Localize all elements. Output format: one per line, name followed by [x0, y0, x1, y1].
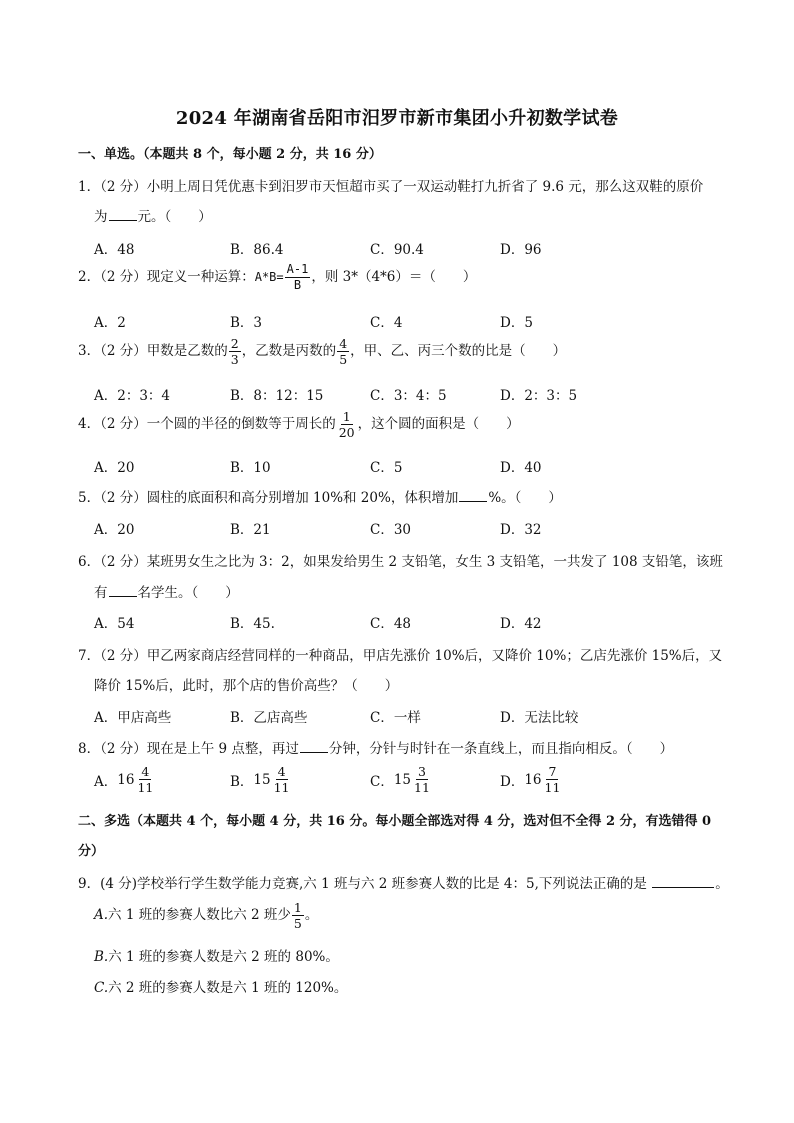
question-6-text-cont: 有 名学生。（ ） [94, 581, 239, 601]
question-5-option-a: A．20 [94, 522, 135, 538]
question-3-option-b: B．8：12：15 [230, 388, 324, 404]
question-4-option-b: B．10 [230, 460, 271, 476]
question-8-option-b: B． 15 $\frac{4}{11}$ [230, 764, 290, 795]
question-1-option-a: A．48 [94, 242, 135, 258]
question-3-option-c: C．3：4：5 [370, 388, 447, 404]
question-4-option-d: D．40 [500, 460, 542, 476]
question-2-option-c: C．4 [370, 315, 403, 331]
question-8-option-a: A． 16 $\frac{4}{11}$ [94, 764, 154, 795]
question-8-text: 8．（2 分）现在是上午 9 点整，再过 分钟，分针与时针在一条直线上，而且指向相反。（ ） [78, 737, 673, 757]
section-heading-multiple-choice-cont: 分） [78, 844, 105, 859]
question-1-text-cont: 为 元。（ ） [94, 205, 212, 225]
question-1-option-d: D．96 [500, 242, 542, 258]
question-7-option-b: B．乙店高些 [230, 710, 308, 726]
question-9-option-c: C.六 2 班的参赛人数是六 1 班的 120%。 [94, 980, 348, 996]
fraction: $\frac{4}{11}$ [273, 764, 290, 795]
section-heading-single-choice: 一、单选。（本题共 8 个，每小题 2 分，共 16 分） [78, 147, 382, 162]
answer-blank [652, 873, 714, 888]
fraction: $\frac{2}{3}$ [230, 336, 239, 367]
question-6-text: 6．（2 分）某班男女生之比为 3：2，如果发给男生 2 支铅笔，女生 3 支铅笔，一共发了 108 支铅笔，该班 [78, 554, 723, 570]
question-2-text: 2．（2 分）现定义一种运算：A*B= $\frac{A-1}{B}$ ，则 3*（4*6）＝（ ） [78, 262, 477, 292]
section-heading-multiple-choice: 二、多选（本题共 4 个，每小题 4 分，共 16 分。每小题全部选对得 4 分，选对但不全得 2 分，有选错得 0 [78, 814, 712, 829]
fraction: $\frac{A-1}{B}$ [286, 262, 309, 292]
question-4-option-a: A．20 [94, 460, 135, 476]
question-4-text: 4．（2 分）一个圆的半径的倒数等于周长的 $\frac{1}{20}$ ，这个圆的面积是（ ） [78, 409, 520, 440]
question-8-option-c: C． 15 $\frac{3}{11}$ [370, 764, 430, 795]
question-5-option-d: D．32 [500, 522, 542, 538]
question-5-text: 5．（2 分）圆柱的底面积和高分别增加 10%和 20%，体积增加 %。（ ） [78, 486, 562, 506]
question-6-option-c: C．48 [370, 616, 412, 632]
fraction: $\frac{1}{20}$ [338, 409, 355, 440]
page-title: 2024 年湖南省岳阳市汨罗市新市集团小升初数学试卷 [175, 108, 619, 129]
question-6-option-d: D．42 [500, 616, 542, 632]
question-1-option-b: B．86.4 [230, 242, 284, 258]
question-2-option-b: B．3 [230, 315, 263, 331]
question-3-text: 3．（2 分）甲数是乙数的 $\frac{2}{3}$ ，乙数是丙数的 $\frac{4}{5}$ ，甲、乙、丙三个数的比是（ ） [78, 336, 567, 367]
question-3-option-d: D．2：3：5 [500, 388, 578, 404]
answer-blank [459, 487, 487, 502]
question-6-option-b: B．45. [230, 616, 275, 632]
question-1-text: 1．（2 分）小明上周日凭优惠卡到汨罗市天恒超市买了一双运动鞋打九折省了 9.6 元，那么这双鞋的原价 [78, 179, 704, 195]
question-5-option-c: C．30 [370, 522, 412, 538]
answer-blank [109, 582, 137, 597]
question-5-option-b: B．21 [230, 522, 271, 538]
answer-blank [300, 738, 328, 753]
question-2-option-d: D．5 [500, 315, 533, 331]
fraction: $\frac{7}{11}$ [544, 764, 561, 795]
question-7-option-d: D．无法比较 [500, 710, 579, 726]
question-1-option-c: C．90.4 [370, 242, 424, 258]
question-9-text: 9．(4 分)学校举行学生数学能力竞赛,六 1 班与六 2 班参赛人数的比是 4：5,下列说法正确的是 。 [78, 872, 729, 892]
fraction: $\frac{3}{11}$ [414, 764, 430, 795]
question-7-option-c: C．一样 [370, 710, 421, 726]
question-2-option-a: A．2 [94, 315, 126, 331]
question-3-option-a: A．2：3：4 [94, 388, 171, 404]
fraction: $\frac{1}{5}$ [293, 900, 302, 931]
answer-blank [109, 206, 137, 221]
question-9-option-b: B.六 1 班的参赛人数是六 2 班的 80%。 [94, 949, 339, 965]
question-8-option-d: D． 16 $\frac{7}{11}$ [500, 764, 561, 795]
question-7-option-a: A．甲店高些 [94, 710, 172, 726]
fraction: $\frac{4}{11}$ [137, 764, 154, 795]
fraction: $\frac{4}{5}$ [339, 336, 348, 367]
question-7-text-cont: 降价 15%后，此时，那个店的售价高些？（ ） [94, 678, 399, 694]
question-6-option-a: A．54 [94, 616, 135, 632]
question-4-option-c: C．5 [370, 460, 403, 476]
question-7-text: 7．（2 分）甲乙两家商店经营同样的一种商品，甲店先涨价 10%后，又降价 10%；乙店先涨价 15%后，又 [78, 648, 723, 664]
question-9-option-a: A.六 1 班的参赛人数比六 2 班少 $\frac{1}{5}$ 。 [94, 900, 319, 931]
